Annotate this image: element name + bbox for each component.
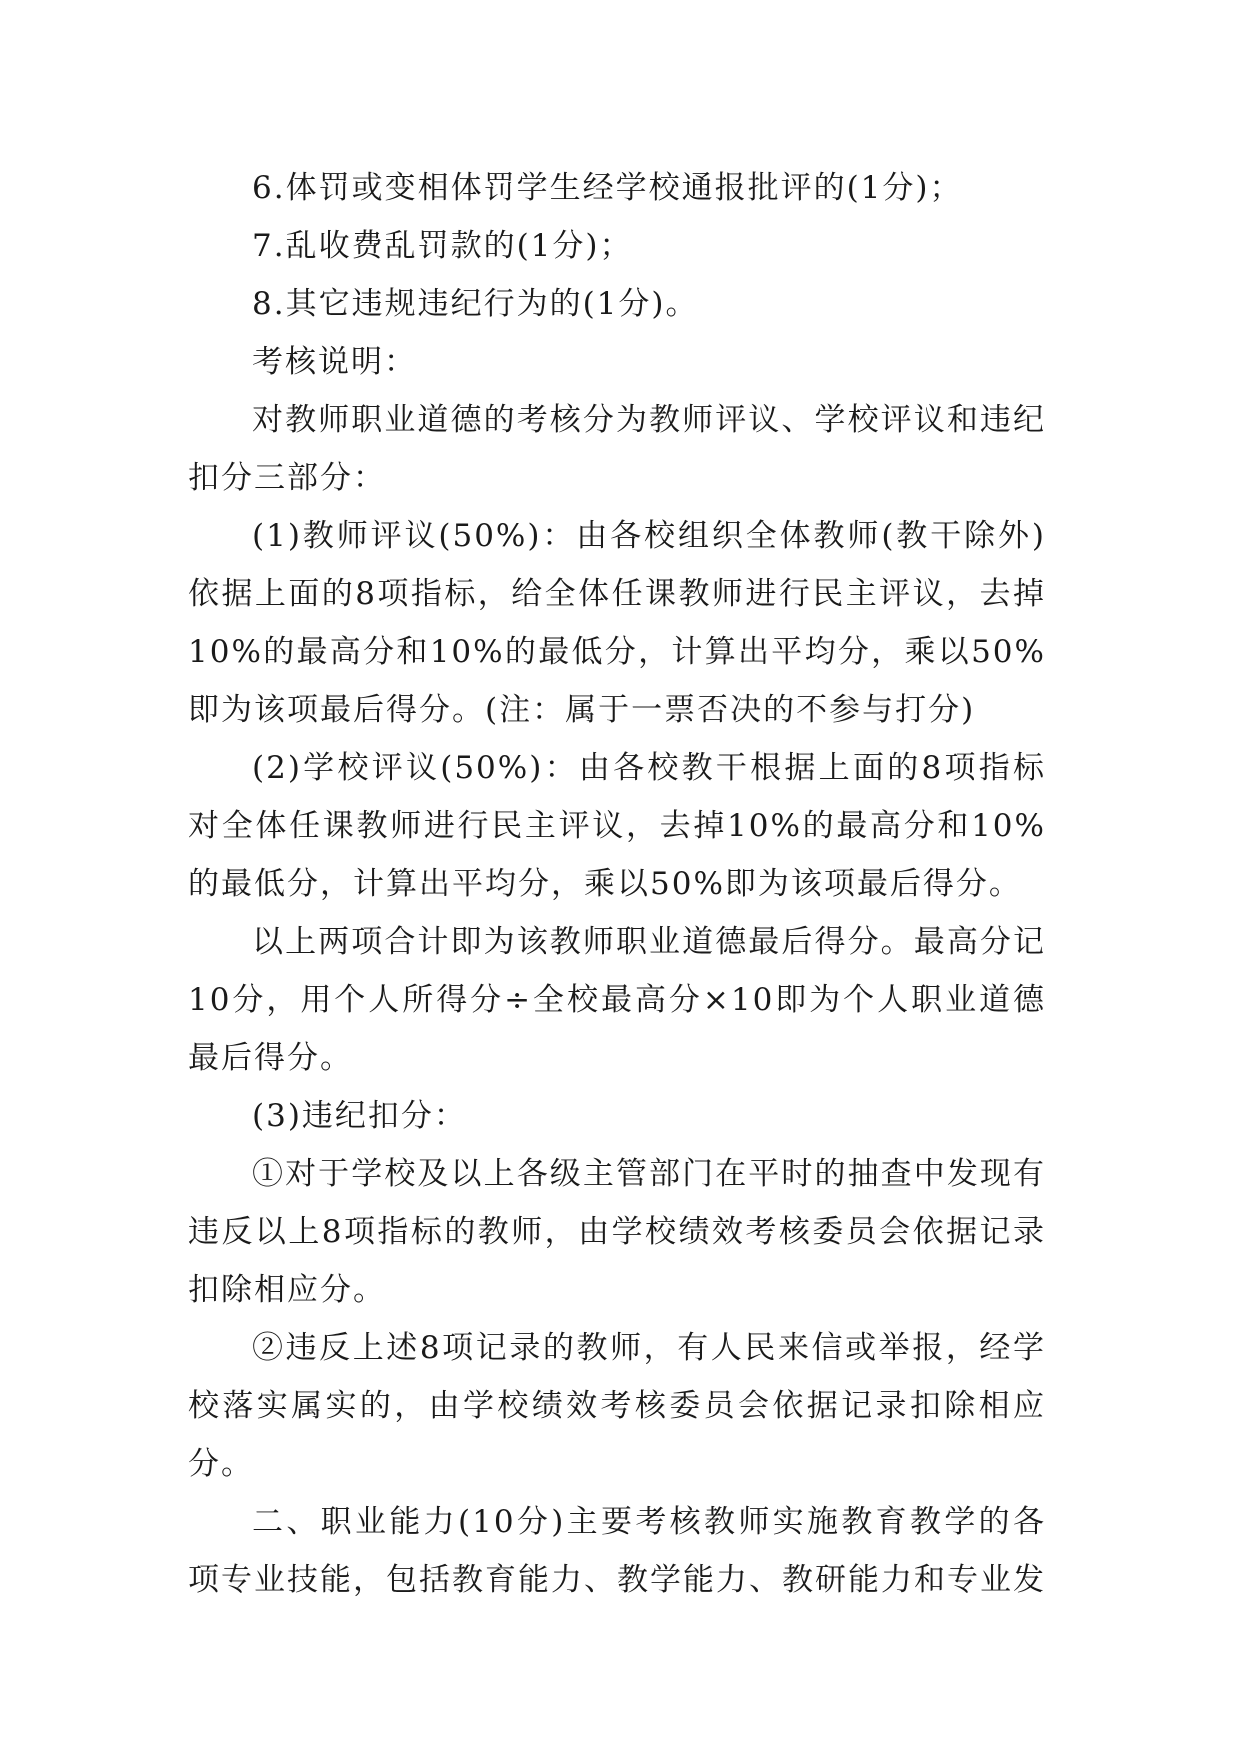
- assessment-overview-paragraph: 对教师职业道德的考核分为教师评议、学校评议和违纪扣分三部分：: [188, 402, 1046, 496]
- teacher-review-paragraph: (1)教师评议(50%)：由各校组织全体教师(教干除外)依据上面的8项指标，给全体任课教师进行民主评议，去掉10%的最高分和10%的最低分，计算出平均分，乘以50%即为该项最后得分。(注：属于一票否决的不参与打分): [188, 518, 1046, 728]
- discipline-deduction-heading: (3)违纪扣分：: [252, 1098, 467, 1134]
- professional-ability-paragraph: 二、职业能力(10分)主要考核教师实施教育教学的各项专业技能，包括教育能力、教学能力、教研能力和专业发: [188, 1504, 1046, 1598]
- total-score-paragraph: 以上两项合计即为该教师职业道德最后得分。最高分记10分，用个人所得分÷全校最高分×10即为个人职业道德最后得分。: [188, 924, 1046, 1076]
- assessment-notes-heading: 考核说明：: [252, 344, 417, 380]
- document-body: [188, 159, 1046, 1609]
- deduction-rule-2-paragraph: ②违反上述8项记录的教师，有人民来信或举报，经学校落实属实的，由学校绩效考核委员会依据记录扣除相应分。: [188, 1330, 1046, 1482]
- paragraph-item-7: 7.乱收费乱罚款的(1分)；: [252, 228, 633, 264]
- paragraph-item-8: 8.其它违规违纪行为的(1分)。: [252, 286, 699, 322]
- deduction-rule-1-paragraph: ①对于学校及以上各级主管部门在平时的抽查中发现有违反以上8项指标的教师，由学校绩效考核委员会依据记录扣除相应分。: [188, 1156, 1046, 1308]
- paragraph-item-6: 6.体罚或变相体罚学生经学校通报批评的(1分)；: [252, 170, 963, 206]
- school-review-paragraph: (2)学校评议(50%)：由各校教干根据上面的8项指标对全体任课教师进行民主评议，去掉10%的最高分和10%的最低分，计算出平均分，乘以50%即为该项最后得分。: [188, 750, 1046, 902]
